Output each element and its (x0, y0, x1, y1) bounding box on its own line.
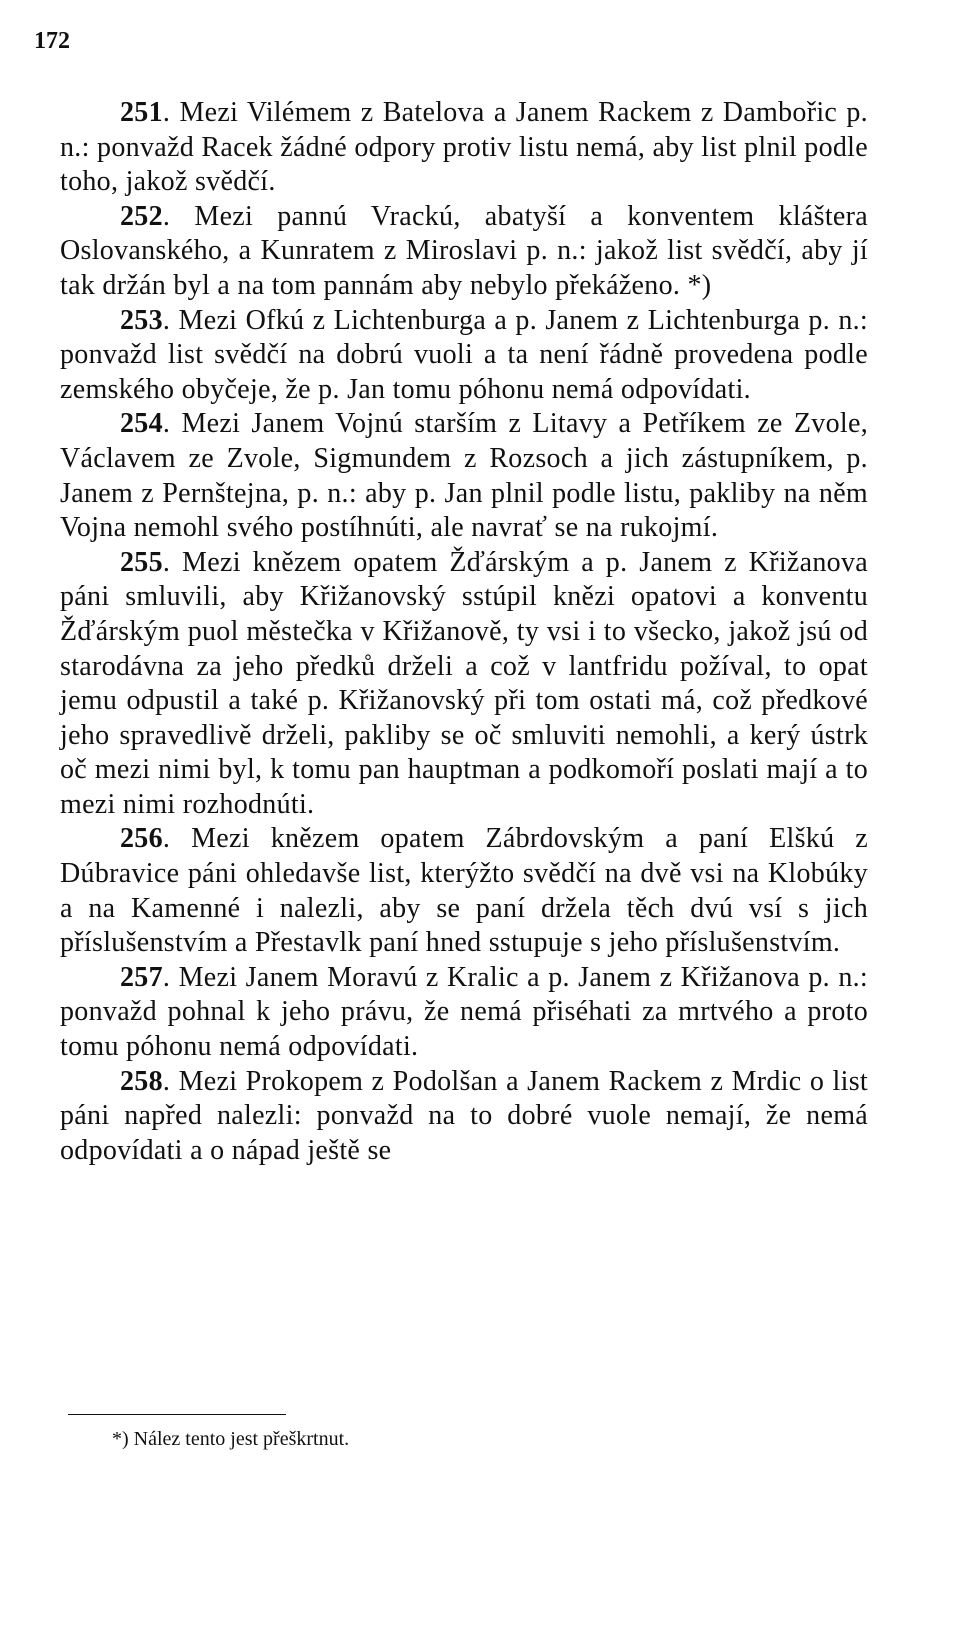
entry-number: 251 (120, 97, 163, 128)
entry-number: 254 (120, 408, 163, 440)
entry-255: 255. Mezi knězem opatem Žďárským a p. Janem z Křižanova páni smluvili, aby Křižanovský sstúpil knězi opatovi a konventu Žďárským puol městečka v Křižanově, ty vsi i to všecko, jakož jsú od starodávna za jeho předků drželi a což v lantfridu požíval, to opat jemu odpustil a také p. Křižanovský při tom ostati má, což předkové jeho spravedlivě drželi, pakliby se oč smluviti nemohli, a kerý ústrk oč mezi nimi byl, k tomu pan hauptman a podkomoří poslati mají a to mezi nimi rozhodnúti. (60, 546, 868, 820)
footnote: *) Nález tento jest přeškrtnut. (112, 1428, 350, 1450)
entry-number: 257 (120, 961, 163, 993)
body-text (60, 96, 868, 1168)
footnote-divider (68, 1414, 286, 1415)
entry-number: 255 (120, 546, 163, 578)
entry-text: Mezi Janem Moravú z Kralic a p. Janem z Křižanova p. n.: ponvažd pohnal k jeho právu, že nemá přiséhati za mrtvého a proto tomu póhonu nemá odpovídati. (60, 961, 868, 1063)
entry-254: 254. Mezi Janem Vojnú starším z Litavy a Petříkem ze Zvole, Václavem ze Zvole, Sigmundem z Rozsoch a jich zástupníkem, p. Janem z Pernštejna, p. n.: aby p. Jan plnil podle listu, pakliby na něm Vojna nemohl svého postíhnúti, ale navrať se na rukojmí. (60, 408, 868, 544)
page-number: 172 (34, 28, 70, 54)
entry-text: Mezi knězem opatem Žďárským a p. Janem z Křižanova páni smluvili, aby Křižanovský sstúpil knězi opatovi a konventu Žďárským puol městečka v Křižanově, ty vsi i to všecko, jakož jsú od starodávna za jeho předků drželi a což v lantfridu požíval, to opat jemu odpustil a také p. Křižanovský při tom ostati má, což předkové jeho spravedlivě drželi, pakliby se oč smluviti nemohli, a kerý ústrk oč mezi nimi byl, k tomu pan hauptman a podkomoří poslati mají a to mezi nimi rozhodnúti. (60, 546, 868, 820)
entry-252: 252. Mezi pannú Vrackú, abatyší a konventem kláštera Oslovanského, a Kunratem z Miroslavi p. n.: jakož list svědčí, aby jí tak držán byl a na tom pannám aby nebylo překáženo. *) (60, 200, 868, 301)
entry-text: Mezi pannú Vrackú, abatyší a konventem kláštera Oslovanského, a Kunratem z Miroslavi p. n.: jakož list svědčí, aby jí tak držán byl a na tom pannám aby nebylo překáženo. *) (60, 200, 868, 301)
entry-text: Mezi Vilémem z Batelova a Janem Rackem z Dambořic p. n.: ponvažd Racek žádné odpory protiv listu nemá, aby list plnil podle toho, jakož svědčí. (60, 97, 868, 198)
entry-256: 256. Mezi knězem opatem Zábrdovským a paní Elškú z Dúbravice páni ohledavše list, kterýžto svědčí na dvě vsi na Klobúky a na Kamenné i nalezli, aby se paní držela těch dvú vsí s jich příslušenstvím a Přestavlk paní hned sstupuje s jeho příslušenstvím. (60, 823, 868, 959)
entry-text: Mezi knězem opatem Zábrdovským a paní Elškú z Dúbravice páni ohledavše list, kterýžto svědčí na dvě vsi na Klobúky a na Kamenné i nalezli, aby se paní držela těch dvú vsí s jich příslušenstvím a Přestavlk paní hned sstupuje s jeho příslušenstvím. (60, 823, 868, 959)
entry-258: 258. Mezi Prokopem z Podolšan a Janem Rackem z Mrdic o list páni napřed nalezli: ponvažd na to dobré vuole nemají, že nemá odpovídati a o nápad ještě se (60, 1065, 868, 1166)
entry-number: 253 (120, 304, 163, 336)
entry-257: 257. Mezi Janem Moravú z Kralic a p. Janem z Křižanova p. n.: ponvažd pohnal k jeho právu, že nemá přiséhati za mrtvého a proto tomu póhonu nemá odpovídati. (60, 961, 868, 1063)
entry-number: 252 (120, 200, 163, 232)
entry-251: 251. Mezi Vilémem z Batelova a Janem Rackem z Dambořic p. n.: ponvažd Racek žádné odpory protiv listu nemá, aby list plnil podle toho, jakož svědčí. (60, 97, 868, 198)
entry-text: Mezi Ofkú z Lichtenburga a p. Janem z Lichtenburga p. n.: ponvažd list svědčí na dobrú vuoli a ta není řádně provedena podle zemského obyčeje, že p. Jan tomu póhonu nemá odpovídati. (60, 304, 868, 405)
entry-number: 256 (120, 823, 163, 855)
entry-text: Mezi Prokopem z Podolšan a Janem Rackem z Mrdic o list páni napřed nalezli: ponvažd na to dobré vuole nemají, že nemá odpovídati a o nápad ještě se (60, 1065, 868, 1166)
entry-number: 258 (120, 1065, 163, 1097)
entry-text: Mezi Janem Vojnú starším z Litavy a Petříkem ze Zvole, Václavem ze Zvole, Sigmundem z Rozsoch a jich zástupníkem, p. Janem z Pernštejna, p. n.: aby p. Jan plnil podle listu, pakliby na něm Vojna nemohl svého postíhnúti, ale navrať se na rukojmí. (60, 408, 868, 544)
entry-253: 253. Mezi Ofkú z Lichtenburga a p. Janem z Lichtenburga p. n.: ponvažd list svědčí na dobrú vuoli a ta není řádně provedena podle zemského obyčeje, že p. Jan tomu póhonu nemá odpovídati. (60, 304, 868, 405)
